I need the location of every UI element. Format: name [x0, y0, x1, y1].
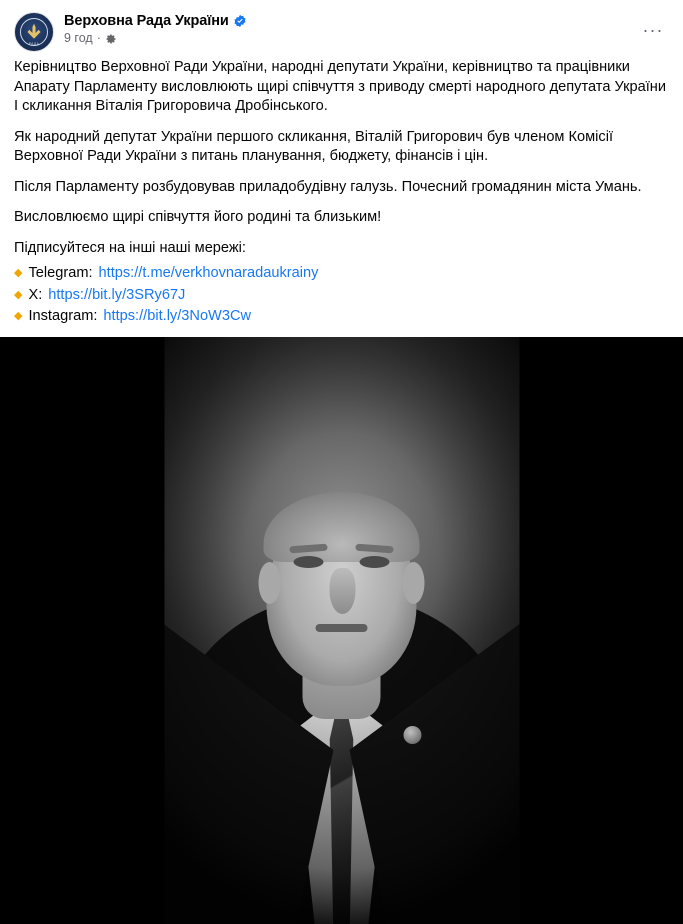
post-meta — [64, 31, 247, 45]
post-photo[interactable] — [0, 337, 683, 924]
post-paragraph-1: Керівництво Верховної Ради України, народні депутати України, керівництво та працівники Апарату Парламенту висловлюють щирі співчуття з приводу смерті народного депутата України І скликання Віталія Григоровича Дробінського. — [14, 59, 666, 114]
social-link-url-x[interactable]: https://bit.ly/3SRy67J — [48, 286, 186, 303]
portrait-ear-left — [259, 562, 281, 604]
portrait-eye-left — [294, 556, 324, 568]
portrait-photo[interactable] — [164, 337, 519, 924]
post-content — [0, 52, 683, 329]
diamond-icon: ◆ — [14, 267, 23, 279]
diamond-icon: ◆ — [14, 288, 23, 301]
post-paragraph-4: Висловлюємо щирі співчуття його родині та близьким! — [14, 209, 382, 225]
post-header-text — [64, 12, 247, 45]
social-links-list — [14, 264, 669, 328]
meta-separator: · — [96, 31, 101, 45]
list-item — [14, 264, 669, 285]
post-timestamp[interactable]: 9 год — [64, 31, 93, 45]
social-link-label-instagram: Instagram: — [28, 308, 98, 324]
author-row — [64, 13, 247, 29]
social-link-label-telegram: Telegram: — [28, 265, 93, 281]
verified-badge-icon — [233, 14, 247, 28]
portrait-mouth — [316, 624, 368, 632]
page-name[interactable]: Верховна Рада України — [64, 13, 229, 29]
post-options-button[interactable]: ··· — [642, 19, 664, 40]
social-link-url-instagram[interactable]: https://bit.ly/3NoW3Cw — [103, 308, 252, 324]
post-header — [0, 0, 683, 52]
post-paragraph-2: Як народний депутат України першого скликання, Віталій Григорович був членом Комісії Верховної Ради України з питань планування, бюджету, фінансів і цін. — [14, 128, 614, 164]
avatar[interactable] — [14, 12, 54, 52]
portrait-ear-right — [403, 562, 425, 604]
social-link-url-telegram[interactable]: https://t.me/verkhovnaradaukrainy — [98, 265, 319, 281]
diamond-icon: ◆ — [14, 310, 23, 322]
social-link-label-x: X: — [28, 286, 43, 303]
post-paragraph-3: Після Парламенту розбудовував приладобудівну галузь. Почесний громадянин міста Умань. — [14, 178, 642, 195]
list-item — [14, 307, 669, 328]
portrait-nose — [330, 568, 356, 614]
subscribe-heading: Підписуйтеся на інші наші мережі: — [14, 239, 246, 256]
gear-icon — [105, 33, 117, 45]
portrait-eye-right — [360, 556, 390, 568]
portrait-lapel-pin — [404, 726, 422, 744]
avatar-emblem-label: РАДА — [28, 42, 40, 46]
list-item — [14, 286, 669, 307]
